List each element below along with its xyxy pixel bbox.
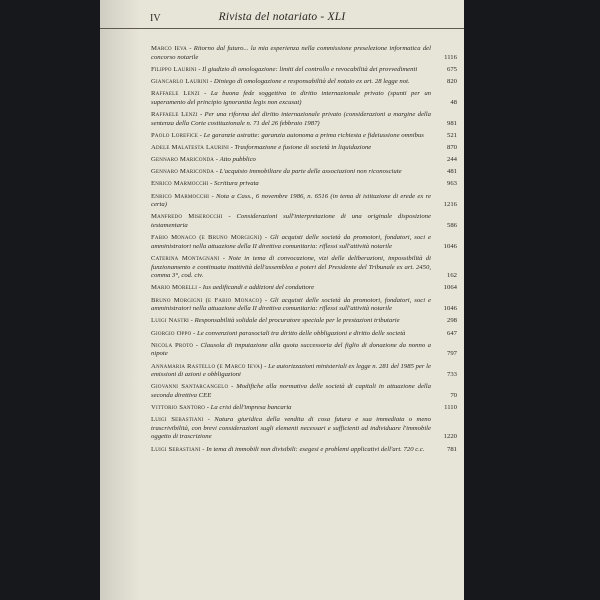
toc-entry bbox=[151, 363, 457, 380]
toc-page-number: 1064 bbox=[443, 284, 457, 292]
toc-title: Modifiche alla normativa delle società di capitali in attuazione della seconda direttiva CEE bbox=[151, 383, 431, 399]
toc-author: Giancarlo Laurini bbox=[151, 77, 209, 85]
toc-title: Ius aedificandi e addizioni del conduttore bbox=[202, 284, 315, 292]
toc-author: Gennaro Mariconda bbox=[151, 156, 215, 164]
toc-entry bbox=[151, 111, 457, 128]
toc-title: La crisi dell'impresa bancaria bbox=[210, 404, 292, 412]
toc-entry bbox=[151, 45, 457, 62]
toc-page-number: 586 bbox=[446, 222, 457, 230]
toc-page-number: 1110 bbox=[444, 404, 457, 412]
toc-entry bbox=[151, 446, 457, 455]
toc-entry bbox=[151, 342, 457, 359]
toc-separator: - bbox=[198, 131, 204, 139]
toc-entry bbox=[151, 180, 457, 189]
toc-title: Nota a Cass., 6 novembre 1986, n. 6516 (in tema di istituzione di erede ex re certa) bbox=[151, 192, 431, 209]
toc-separator: - bbox=[199, 90, 211, 98]
toc-title: Trasformazione e fusione di società in liquidazione bbox=[234, 143, 372, 151]
toc-title: Natura giuridica della vendita di cosa futura e sua immediata o meno trascrivibilità, con brevi considerazioni sugli elementi necessari e sufficienti ad individuare l'immobile oggetto di trascrizione bbox=[151, 416, 431, 441]
toc-separator: - bbox=[209, 192, 217, 200]
toc-entry-text bbox=[151, 317, 457, 326]
toc-author: Annamaria Rastello (e Marco Ieva) bbox=[151, 362, 263, 370]
toc-entry-text bbox=[151, 213, 457, 230]
toc-separator: - bbox=[193, 341, 201, 349]
toc-entry bbox=[151, 255, 457, 281]
toc-title: Le autorizzazioni ministeriali ex legge n. 281 del 1985 per le emissioni di azioni e obbligazioni bbox=[151, 362, 431, 379]
toc-entry bbox=[151, 297, 457, 314]
toc-entry bbox=[151, 78, 457, 87]
toc-entry bbox=[151, 383, 457, 400]
toc-separator: - bbox=[214, 156, 220, 164]
toc-title: Note in tema di convocazione, vizi delle deliberazioni, impossibilità di funzionamento e continuata inattività dell'assemblea e poteri del Presidente del Tribunale ex art. 2450, comma 3°, cod. civ. bbox=[151, 255, 431, 280]
toc-entry bbox=[151, 284, 457, 293]
toc-title: Diniego di omologazione e responsabilità del notaio ex art. 28 legge not. bbox=[213, 77, 410, 85]
toc-page-number: 781 bbox=[446, 445, 457, 453]
toc-entry-text bbox=[151, 404, 457, 413]
toc-entry bbox=[151, 404, 457, 413]
toc-separator: - bbox=[261, 296, 271, 304]
toc-entry-text bbox=[151, 234, 457, 251]
toc-separator: - bbox=[205, 404, 211, 412]
toc-author: Raffaele Lenzi bbox=[151, 90, 200, 98]
table-of-contents bbox=[151, 45, 457, 458]
toc-entry-text bbox=[151, 383, 457, 400]
toc-title: Clausola di imputazione alla quota successoria del figlio di donazione da nonno a nipote bbox=[151, 341, 432, 358]
toc-entry-text bbox=[151, 132, 457, 141]
toc-page-number: 820 bbox=[446, 77, 457, 85]
toc-entry-text bbox=[151, 66, 457, 75]
toc-entry-text bbox=[151, 297, 457, 314]
toc-entry-text bbox=[151, 363, 457, 380]
left-dark-background bbox=[0, 0, 100, 600]
toc-author: Marco Ieva bbox=[151, 45, 187, 52]
right-dark-background bbox=[464, 0, 600, 600]
toc-entry-text bbox=[151, 255, 457, 281]
toc-entry bbox=[151, 330, 457, 339]
toc-page-number: 1216 bbox=[443, 201, 457, 209]
toc-entry bbox=[151, 156, 457, 165]
toc-entry bbox=[151, 66, 457, 75]
toc-entry bbox=[151, 132, 457, 141]
toc-title: Scrittura privata bbox=[214, 180, 259, 188]
toc-entry bbox=[151, 416, 457, 442]
toc-title: La buona fede soggettiva in diritto internazionale privato (spunti per un superamento del principio ignorantia legis non excusat) bbox=[151, 90, 432, 106]
toc-page-number: 1220 bbox=[443, 433, 457, 441]
toc-title: In tema di immobili non divisibili: esegesi e problemi applicativi dell'art. 720 c.c. bbox=[206, 445, 425, 453]
toc-entry-text bbox=[151, 168, 457, 177]
toc-separator: - bbox=[203, 416, 215, 424]
toc-author: Mario Morelli bbox=[151, 284, 198, 292]
toc-author: Giorgio Oppo bbox=[151, 329, 192, 337]
toc-author: Filippo Laurini bbox=[151, 65, 197, 73]
toc-entry-text bbox=[151, 416, 457, 442]
toc-entry-text bbox=[151, 90, 457, 107]
toc-author: Paolo Lorefice bbox=[151, 131, 198, 139]
toc-page-number: 963 bbox=[446, 180, 457, 188]
toc-entry-text bbox=[151, 78, 457, 87]
toc-author: Caterina Montagnani bbox=[151, 255, 220, 262]
toc-separator: - bbox=[228, 383, 237, 391]
running-title: Rivista del notariato - XLI bbox=[218, 11, 346, 23]
toc-separator: - bbox=[196, 65, 203, 73]
toc-entry bbox=[151, 168, 457, 177]
toc-title: Il giudizio di omologazione: limiti del controllo e revocabilità dei provvedimenti bbox=[202, 65, 418, 73]
toc-title: Ritorno dal futuro... la mia esperienza nella commissione preselezione informatica del concorso notarile bbox=[151, 45, 431, 61]
toc-author: Manfredo Miserocchi bbox=[151, 213, 223, 221]
toc-title: Per una riforma del diritto internazionale privato (considerazioni a margine della sentenza della Corte costituzionale n. 71 del 26 febbraio 1987) bbox=[151, 110, 431, 127]
toc-entry-text bbox=[151, 446, 457, 455]
toc-author: Adele Malatesta Laurini bbox=[151, 143, 229, 151]
toc-page-number: 48 bbox=[450, 98, 457, 106]
toc-title: Responsabilità solidale del procuratore speciale per le prestazioni tributarie bbox=[194, 317, 400, 325]
toc-entry-text bbox=[151, 342, 457, 359]
toc-entry-text bbox=[151, 284, 457, 293]
toc-separator: - bbox=[197, 284, 203, 292]
toc-entry bbox=[151, 234, 457, 251]
toc-page-number: 521 bbox=[446, 131, 457, 139]
toc-title: Le garanzie astratte: garanzia autonoma a prima richiesta e fideiussione omnibus bbox=[203, 131, 424, 139]
toc-title: Gli acquisti delle società da promotori, fondatori, soci e amministratori nella attuazione della II direttiva comunitaria: riflessi sull'attività notarile bbox=[151, 234, 431, 250]
toc-entry bbox=[151, 213, 457, 230]
toc-entry-text bbox=[151, 111, 457, 128]
toc-title: Atto pubblico bbox=[219, 156, 256, 164]
toc-separator: - bbox=[208, 180, 214, 188]
toc-author: Bruno Morgigni (e Fabio Monaco) bbox=[151, 296, 262, 304]
toc-author: Luigi Sebastiani bbox=[151, 416, 204, 424]
toc-entry bbox=[151, 144, 457, 153]
toc-author: Gennaro Mariconda bbox=[151, 168, 215, 176]
toc-separator: - bbox=[208, 77, 214, 85]
toc-author: Nicola Proto bbox=[151, 341, 194, 349]
toc-title: Le convenzioni parasociali tra diritto delle obbligazioni e diritto delle società bbox=[196, 329, 406, 337]
toc-separator: - bbox=[262, 362, 269, 370]
toc-author: Giovanni Santarcangelo bbox=[151, 383, 229, 391]
toc-separator: - bbox=[219, 255, 229, 262]
toc-separator: - bbox=[191, 329, 197, 337]
toc-page-number: 162 bbox=[446, 272, 457, 280]
toc-author: Raffaele Lenzi bbox=[151, 110, 198, 118]
book-page bbox=[100, 0, 464, 600]
toc-author: Luigi Sebastiani bbox=[151, 445, 201, 453]
toc-author: Enrico Marmocchi bbox=[151, 192, 210, 200]
running-header bbox=[100, 8, 464, 29]
toc-page-number: 981 bbox=[446, 119, 457, 127]
toc-page-number: 797 bbox=[446, 350, 457, 358]
toc-page-number: 1116 bbox=[444, 53, 457, 61]
page-number: IV bbox=[150, 13, 161, 24]
toc-entry-text bbox=[151, 144, 457, 153]
toc-entry-text bbox=[151, 45, 457, 62]
toc-page-number: 244 bbox=[446, 156, 457, 164]
toc-author: Luigi Nastri bbox=[151, 317, 189, 325]
toc-page-number: 647 bbox=[446, 329, 457, 337]
toc-entry-text bbox=[151, 330, 457, 339]
toc-title: L'acquisto immobiliare da parte delle associazioni non riconosciute bbox=[219, 168, 402, 176]
toc-author: Vittorio Santoro bbox=[151, 404, 206, 412]
page-gutter-shadow bbox=[100, 0, 140, 600]
toc-page-number: 1046 bbox=[443, 305, 457, 313]
toc-separator: - bbox=[214, 168, 220, 176]
toc-separator: - bbox=[197, 110, 205, 118]
toc-separator: - bbox=[222, 213, 237, 221]
toc-entry-text bbox=[151, 193, 457, 210]
toc-page-number: 733 bbox=[446, 371, 457, 379]
toc-page-number: 70 bbox=[450, 391, 457, 399]
toc-entry bbox=[151, 193, 457, 210]
toc-page-number: 298 bbox=[446, 317, 457, 325]
toc-title: Gli acquisti delle società da promotori, fondatori, soci e amministratori nella attuazione della II direttiva comunitaria: riflessi sull'attività notarile bbox=[151, 296, 431, 313]
toc-entry-text bbox=[151, 180, 457, 189]
toc-separator: - bbox=[188, 317, 195, 325]
toc-author: Enrico Marmocchi bbox=[151, 180, 209, 188]
toc-title: Considerazioni sull'interpretazione di una originale disposizione testamentaria bbox=[151, 213, 431, 230]
toc-separator: - bbox=[186, 45, 194, 52]
toc-entry bbox=[151, 317, 457, 326]
toc-page-number: 675 bbox=[446, 65, 457, 73]
toc-entry-text bbox=[151, 156, 457, 165]
toc-page-number: 1046 bbox=[443, 242, 457, 250]
toc-page-number: 870 bbox=[446, 143, 457, 151]
toc-separator: - bbox=[228, 143, 235, 151]
toc-entry bbox=[151, 90, 457, 107]
toc-separator: - bbox=[200, 445, 207, 453]
toc-separator: - bbox=[261, 234, 271, 242]
toc-author: Fabio Monaco (e Bruno Morgigni) bbox=[151, 234, 262, 242]
toc-page-number: 481 bbox=[446, 168, 457, 176]
